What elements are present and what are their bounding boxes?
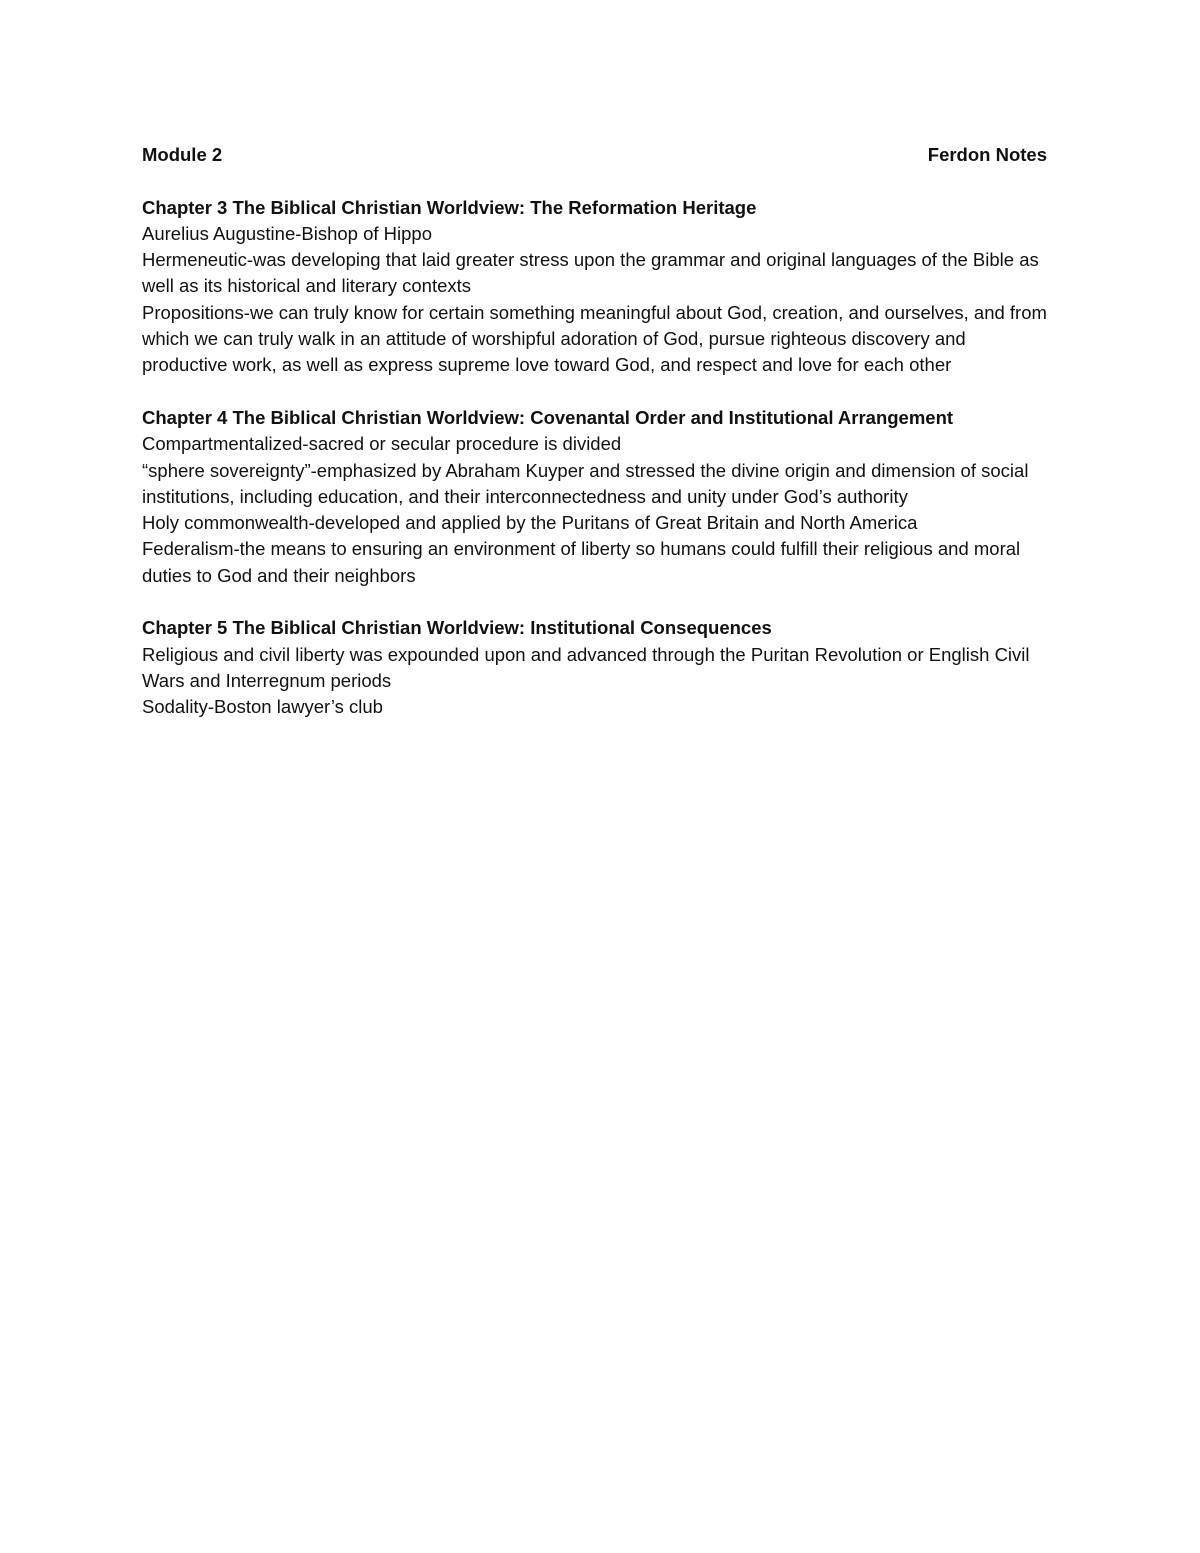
chapter-5-line-liberty: Religious and civil liberty was expounded upon and advanced through the Puritan Revolution or English Civil Wars and Interregnum periods [142, 643, 1030, 691]
chapter-4-line-compartmentalized: Compartmentalized-sacred or secular procedure is divided [142, 433, 622, 455]
chapter-3-line-propositions: Propositions-we can truly know for certain something meaningful about God, creation, and ourselves, and from which we can truly walk in an attitude of worshipful adoration of God, pursue righteous discovery and productive work, as well as express supreme love toward God, and respect and love for each other [142, 301, 1047, 376]
chapter-4-line-sphere-sovereignty: “sphere sovereignty”-emphasized by Abraham Kuyper and stressed the divine origin and dimension of social institutions, including education, and their interconnectedness and unity under God’s authority [142, 459, 1029, 507]
module-title: Module 2 [142, 144, 223, 165]
chapter-4-line-holy-commonwealth: Holy commonwealth-developed and applied by the Puritans of Great Britain and North America [142, 512, 918, 534]
chapter-4-line-federalism: Federalism-the means to ensuring an environment of liberty so humans could fulfill their religious and moral duties to God and their neighbors [142, 538, 1021, 586]
chapter-3-section [142, 195, 1047, 379]
chapter-5-section [142, 615, 1047, 720]
author-notes-label: Ferdon Notes [927, 144, 1047, 165]
chapter-4-section [142, 405, 1047, 589]
chapter-3-line-augustine: Aurelius Augustine-Bishop of Hippo [142, 222, 433, 244]
chapter-4-heading: Chapter 4 The Biblical Christian Worldview: Covenantal Order and Institutional Arrangement [142, 406, 954, 428]
page-header [142, 142, 1047, 168]
chapter-5-heading: Chapter 5 The Biblical Christian Worldview: Institutional Consequences [142, 617, 772, 639]
chapter-3-heading: Chapter 3 The Biblical Christian Worldview: The Reformation Heritage [142, 196, 757, 218]
chapter-5-line-sodality: Sodality-Boston lawyer’s club [142, 696, 383, 718]
document-body [142, 142, 1047, 747]
chapter-3-line-hermeneutic: Hermeneutic-was developing that laid greater stress upon the grammar and original languages of the Bible as well as its historical and literary contexts [142, 249, 1039, 297]
